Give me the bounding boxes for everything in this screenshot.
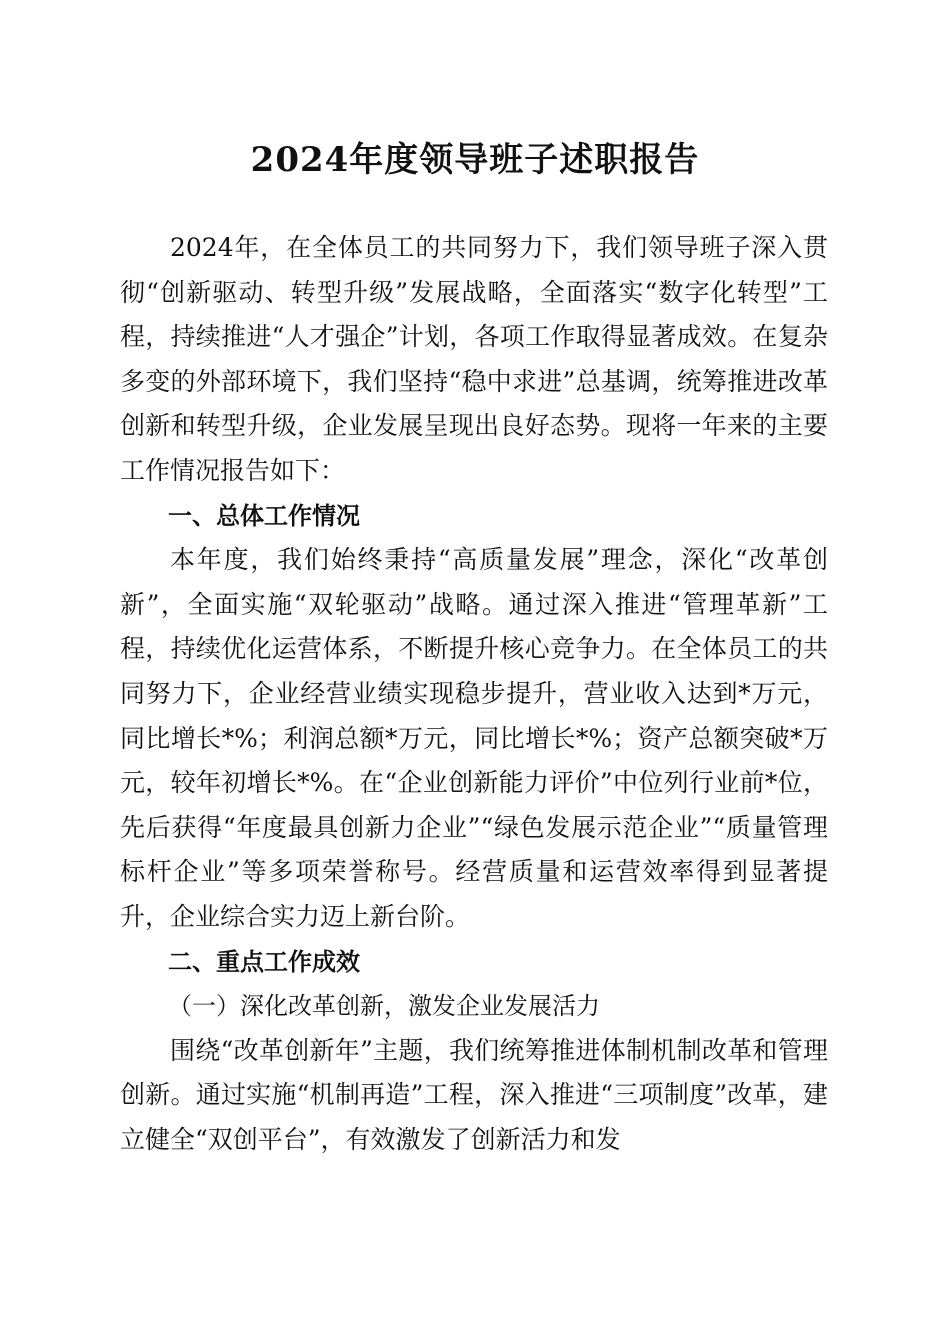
intro-paragraph: 2024年，在全体员工的共同努力下，我们领导班子深入贯彻“创新驱动、转型升级”发展战略，全面落实“数字化转型”工程，持续推进“人才强企”计划，各项工作取得显著成效。在复杂多变的外部环境下，我们坚持“稳中求进”总基调，统筹推进改革创新和转型升级，企业发展呈现出良好态势。现将一年来的主要工作情况报告如下： (120, 233, 828, 485)
subsection-heading-reform: （一）深化改革创新，激发企业发展活力 (168, 992, 600, 1021)
overall-paragraph: 本年度，我们始终秉持“高质量发展”理念，深化“改革创新”，全面实施“双轮驱动”战略。通过深入推进“管理革新”工程，持续优化运营体系，不断提升核心竞争力。在全体员工的共同努力下，企业经营业绩实现稳步提升，营业收入达到*万元，同比增长*%；利润总额*万元，同比增长*%；资产总额突破*万元，较年初增长*%。在“企业创新能力评价”中位列行业前*位，先后获得“年度最具创新力企业”“绿色发展示范企业”“质量管理标杆企业”等多项荣誉称号。经营质量和运营效率得到显著提升，企业综合实力迈上新台阶。 (120, 545, 828, 931)
document-title: 2024年度领导班子述职报告 (250, 140, 700, 180)
section-heading-overall: 一、总体工作情况 (168, 501, 360, 530)
reform-paragraph: 围绕“改革创新年”主题，我们统筹推进体制机制改革和管理创新。通过实施“机制再造”工程，深入推进“三项制度”改革，建立健全“双创平台”，有效激发了创新活力和发 (120, 1035, 828, 1154)
document-body (120, 226, 828, 1162)
section-heading-key-results: 二、重点工作成效 (168, 947, 360, 976)
